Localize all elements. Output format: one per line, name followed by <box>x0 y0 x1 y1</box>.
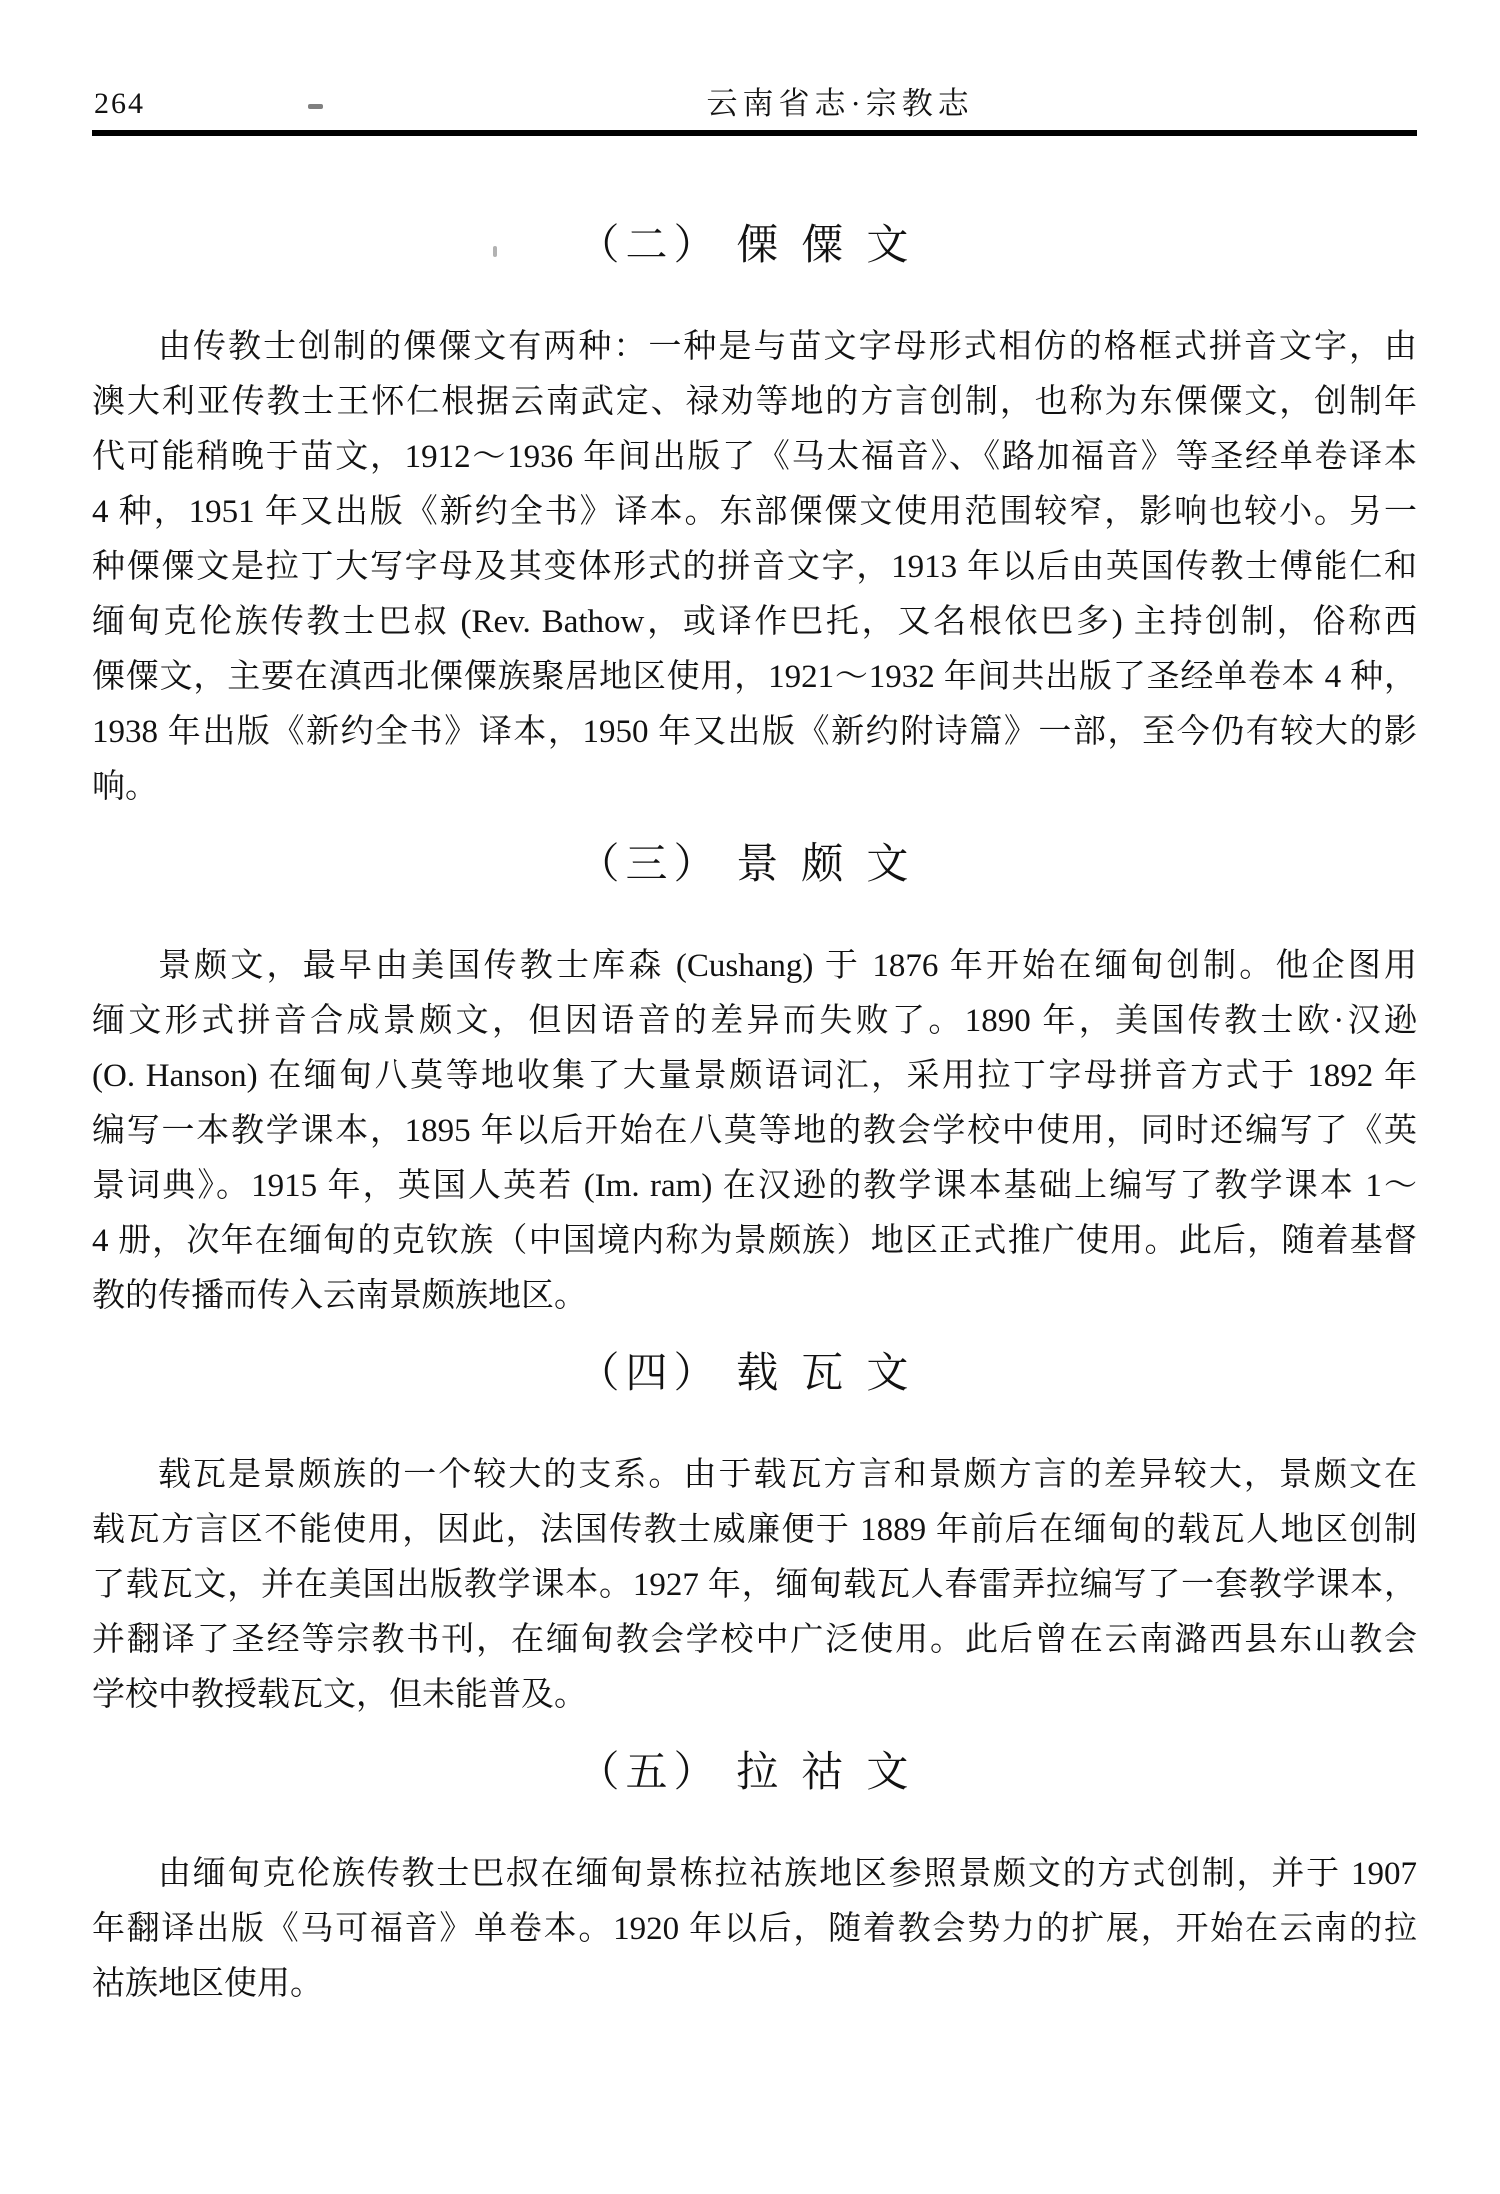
text-line: 载瓦方言区不能使用，因此，法国传教士威廉便于 1889 年前后在缅甸的载瓦人地区创制 <box>92 1512 1417 1548</box>
text-line: 由传教士创制的傈僳文有两种：一种是与苗文字母形式相仿的格框式拼音文字，由 <box>158 329 1417 365</box>
running-title: 云南省志·宗教志 <box>706 86 974 121</box>
heading-title: 景颇文 <box>736 842 932 888</box>
text-line: 景颇文，最早由美国传教士库森 (Cushang) 于 1876 年开始在缅甸创制。他企图用 <box>158 948 1417 984</box>
heading-title: 拉祜文 <box>736 1750 932 1796</box>
text-line: 载瓦是景颇族的一个较大的支系。由于载瓦方言和景颇方言的差异较大，景颇文在 <box>158 1457 1417 1493</box>
text-line: 4 种，1951 年又出版《新约全书》译本。东部傈僳文使用范围较窄，影响也较小。另一 <box>92 494 1417 530</box>
text-line: 教的传播而传入云南景颇族地区。 <box>92 1278 587 1314</box>
text-line: 了载瓦文，并在美国出版教学课本。1927 年，缅甸载瓦人春雷弄拉编写了一套教学课本， <box>92 1567 1417 1603</box>
header-rule <box>92 130 1417 136</box>
section-heading <box>92 1743 1417 1803</box>
text-line: 由缅甸克伦族传教士巴叔在缅甸景栋拉祜族地区参照景颇文的方式创制，并于 1907 <box>158 1856 1417 1892</box>
text-line: 4 册，次年在缅甸的克钦族（中国境内称为景颇族）地区正式推广使用。此后，随着基督 <box>92 1223 1417 1259</box>
page-header <box>92 0 1417 122</box>
text-line: 编写一本教学课本，1895 年以后开始在八莫等地的教会学校中使用，同时还编写了《英 <box>92 1113 1417 1149</box>
text-line: 缅文形式拼音合成景颇文，但因语音的差异而失败了。1890 年，美国传教士欧·汉逊 <box>92 1003 1417 1039</box>
heading-number: （五） <box>577 1750 722 1796</box>
text-line: 缅甸克伦族传教士巴叔 (Rev. Bathow，或译作巴托，又名根依巴多) 主持创制，俗称西 <box>92 604 1417 640</box>
content <box>92 216 1417 2012</box>
text-line: 傈僳文，主要在滇西北傈僳族聚居地区使用，1921～1932 年间共出版了圣经单卷本 4 种， <box>92 659 1417 695</box>
text-line: 澳大利亚传教士王怀仁根据云南武定、禄劝等地的方言创制，也称为东傈僳文，创制年 <box>92 384 1417 420</box>
text-line: (O. Hanson) 在缅甸八莫等地收集了大量景颇语词汇，采用拉丁字母拼音方式于 1892 年 <box>92 1058 1417 1094</box>
heading-number: （二） <box>577 223 722 269</box>
section-heading <box>92 1344 1417 1404</box>
heading-title: 傈僳文 <box>736 223 932 269</box>
text-line: 并翻译了圣经等宗教书刊，在缅甸教会学校中广泛使用。此后曾在云南潞西县东山教会 <box>92 1622 1417 1658</box>
page-number: 264 <box>94 87 145 120</box>
section-heading <box>92 216 1417 276</box>
text-line: 代可能稍晚于苗文，1912～1936 年间出版了《马太福音》、《路加福音》等圣经单卷译本 <box>92 439 1417 475</box>
section-heading <box>92 835 1417 895</box>
heading-number: （三） <box>577 842 722 888</box>
scan-artifact <box>493 246 497 257</box>
heading-number: （四） <box>577 1351 722 1397</box>
text-line: 景词典》。1915 年，英国人英若 (Im. ram) 在汉逊的教学课本基础上编写了教学课本 1～ <box>92 1168 1417 1204</box>
text-line: 种傈僳文是拉丁大写字母及其变体形式的拼音文字，1913 年以后由英国传教士傅能仁和 <box>92 549 1417 585</box>
text-line: 年翻译出版《马可福音》单卷本。1920 年以后，随着教会势力的扩展，开始在云南的拉 <box>92 1911 1417 1947</box>
scan-artifact <box>308 104 323 109</box>
heading-title: 载瓦文 <box>736 1351 932 1397</box>
text-line: 1938 年出版《新约全书》译本，1950 年又出版《新约附诗篇》一部，至今仍有较大的影 <box>92 714 1417 750</box>
text-line: 响。 <box>92 769 158 805</box>
text-line: 学校中教授载瓦文，但未能普及。 <box>92 1677 587 1713</box>
text-line: 祜族地区使用。 <box>92 1966 323 2002</box>
